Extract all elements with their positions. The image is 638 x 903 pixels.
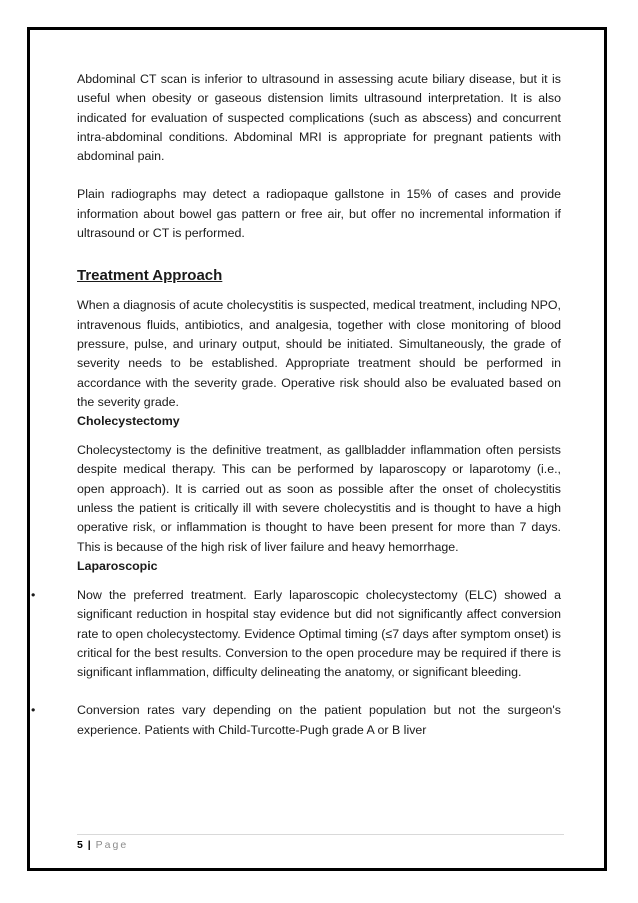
bullet-dot-icon: • xyxy=(31,703,36,718)
bullet-dot-icon: • xyxy=(31,587,36,602)
bullet-item xyxy=(31,701,561,740)
footer-divider xyxy=(77,834,564,835)
bullet-text: Now the preferred treatment. Early laparoscopic cholecystectomy (ELC) showed a significant reduction in hospital stay evidence but did not significantly affect conversion rate to open cholecystectomy. Evidence Optimal timing (≤7 days after symptom onset) is critical for the best results. Conversion to the open procedure may be required if there is significant inflammation, difficulty delineating the anatomy, or significant bleeding. xyxy=(77,587,561,680)
sub-heading-cholecystectomy: Cholecystectomy xyxy=(77,414,180,429)
sub-heading-laparoscopic: Laparoscopic xyxy=(77,558,158,573)
page-footer xyxy=(77,838,128,852)
page-label: Page xyxy=(95,839,129,851)
page-number: 5 xyxy=(77,839,83,851)
paragraph-cholecystectomy: Cholecystectomy is the definitive treatment, as gallbladder inflammation often persists despite medical therapy. This can be performed by laparoscopy or laparotomy (i.e., open approach). It is carried out as soon as possible after the onset of cholecystitis unless the patient is critically ill with severe cholecystitis and is thought to have a high operative risk, or inflammation is thought to have been present for more than 7 days. This is because of the high risk of liver failure and heavy hemorrhage. xyxy=(77,443,561,554)
paragraph-ct-scan: Abdominal CT scan is inferior to ultrasound in assessing acute biliary disease, but it is useful when obesity or gaseous distension limits ultrasound interpretation. It is also indicated for evaluation of suspected complications (such as abscess) and concurrent intra-abdominal conditions. Abdominal MRI is appropriate for pregnant patients with abdominal pain. xyxy=(77,72,561,164)
document-body xyxy=(31,70,561,740)
section-heading-treatment: Treatment Approach xyxy=(77,267,223,285)
bullet-text: Conversion rates vary depending on the patient population but not the surgeon's experience. Patients with Child-Turcotte-Pugh grade A or B liver xyxy=(77,703,561,737)
bullet-item xyxy=(31,586,561,682)
paragraph-treatment-intro: When a diagnosis of acute cholecystitis is suspected, medical treatment, including NPO, intravenous fluids, antibiotics, and analgesia, together with close monitoring of blood pressure, pulse, and urinary output, should be initiated. Simultaneously, the grade of severity needs to be established. Appropriate treatment should be performed in accordance with the severity grade. Operative risk should also be evaluated based on the severity grade. xyxy=(77,298,561,409)
paragraph-radiographs: Plain radiographs may detect a radiopaque gallstone in 15% of cases and provide information about bowel gas pattern or free air, but offer no incremental information if ultrasound or CT is performed. xyxy=(77,187,561,241)
footer-separator: | xyxy=(87,839,91,851)
